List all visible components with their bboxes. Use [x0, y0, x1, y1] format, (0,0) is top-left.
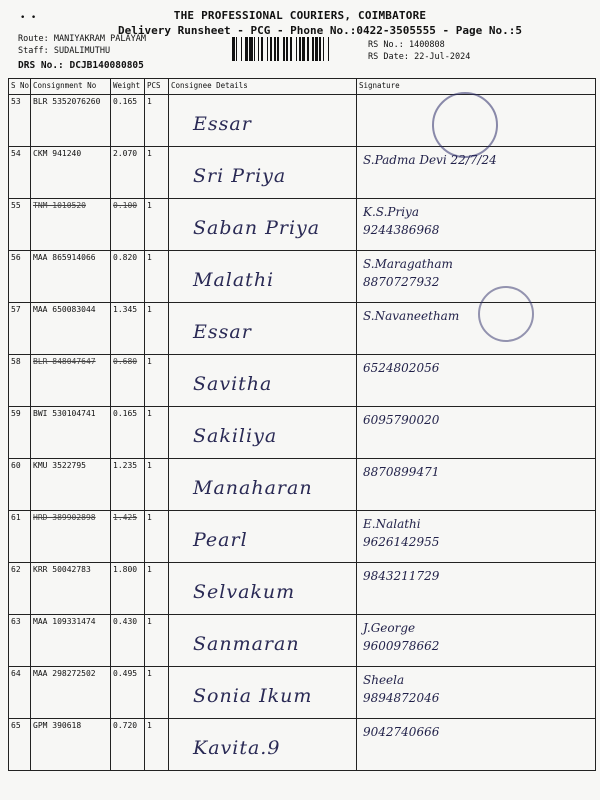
weight-cell: 1.235 [111, 459, 145, 511]
drs-line [18, 60, 144, 71]
rs-date-value: 22-Jul-2024 [414, 52, 471, 62]
company-title: THE PROFESSIONAL COURIERS, COIMBATORE [173, 9, 427, 22]
sno-cell: 61 [9, 511, 31, 563]
sno-cell: 58 [9, 355, 31, 407]
consignee-details-cell [169, 407, 357, 459]
pcs-cell: 1 [145, 147, 169, 199]
signature-phone: 9894872046 [363, 691, 440, 705]
weight-cell: 0.165 [111, 407, 145, 459]
table-header-row [9, 79, 596, 95]
pcs-cell: 1 [145, 563, 169, 615]
handwritten-name: Pearl [193, 529, 248, 551]
signature-cell [357, 719, 596, 771]
signature-cell [357, 303, 596, 355]
consignment-cell: BLR 5352076260 [31, 95, 111, 147]
consignment-cell: HRD 389902898 [31, 511, 111, 563]
signature-phone: 8870727932 [363, 275, 440, 289]
rs-date-label: RS Date: [368, 52, 409, 62]
runsheet-title: Delivery Runsheet - PCG - Phone No.:0422-3505555 - Page No.:5 [118, 24, 522, 37]
weight-cell: 0.165 [111, 95, 145, 147]
signature-phone: 9600978662 [363, 639, 440, 653]
signature-phone: 6524802056 [363, 361, 440, 375]
consignment-cell: BLR 848047647 [31, 355, 111, 407]
barcode-bar [329, 37, 332, 61]
signature-text: S.Padma Devi 22/7/24 [363, 153, 497, 167]
signature-phone: 9843211729 [363, 569, 440, 583]
sno-cell: 59 [9, 407, 31, 459]
signature-phone: 8870899471 [363, 465, 440, 479]
handwritten-name: Sakiliya [193, 425, 278, 447]
handwritten-name: Sri Priya [193, 165, 287, 187]
rs-date-line [368, 52, 470, 62]
weight-cell: 1.345 [111, 303, 145, 355]
rs-no-line [368, 40, 445, 50]
handwritten-name: Saban Priya [193, 217, 321, 239]
table-row [9, 459, 596, 511]
header-consignment: Consignment No [31, 79, 111, 95]
table-row [9, 95, 596, 147]
sno-cell: 63 [9, 615, 31, 667]
header-weight: Weight [111, 79, 145, 95]
handwritten-name: Savitha [193, 373, 273, 395]
consignment-cell: MAA 298272502 [31, 667, 111, 719]
sno-cell: 62 [9, 563, 31, 615]
signature-cell [357, 251, 596, 303]
weight-cell: 2.070 [111, 147, 145, 199]
weight-cell: 0.100 [111, 199, 145, 251]
pcs-cell: 1 [145, 95, 169, 147]
header-pcs: PCS [145, 79, 169, 95]
sno-cell: 57 [9, 303, 31, 355]
consignment-cell: CKM 941240 [31, 147, 111, 199]
consignment-cell: KMU 3522795 [31, 459, 111, 511]
consignment-cell: MAA 650083044 [31, 303, 111, 355]
route-line [18, 34, 146, 44]
handwritten-name: Manaharan [193, 477, 313, 499]
consignee-details-cell [169, 615, 357, 667]
barcode [232, 37, 358, 61]
signature-phone: 6095790020 [363, 413, 440, 427]
company-stamp [432, 92, 498, 158]
route-value: MANIYAKRAM PALAYAM [53, 34, 146, 44]
consignment-cell: GPM 390618 [31, 719, 111, 771]
signature-text: S.Maragatham [363, 257, 453, 271]
table-row [9, 355, 596, 407]
weight-cell: 0.680 [111, 355, 145, 407]
pcs-cell: 1 [145, 615, 169, 667]
weight-cell: 1.425 [111, 511, 145, 563]
handwritten-name: Selvakum [193, 581, 296, 603]
signature-cell [357, 667, 596, 719]
pcs-cell: 1 [145, 459, 169, 511]
handwritten-name: Sonia Ikum [193, 685, 313, 707]
handwritten-name: Essar [193, 321, 252, 343]
table-row [9, 511, 596, 563]
corner-mark: • • [20, 13, 37, 23]
consignee-details-cell [169, 251, 357, 303]
consignee-details-cell [169, 355, 357, 407]
weight-cell: 0.430 [111, 615, 145, 667]
staff-value: SUDALIMUTHU [53, 46, 111, 56]
route-label: Route: [18, 34, 49, 44]
header-signature: Signature [357, 79, 596, 95]
signature-cell [357, 199, 596, 251]
consignee-details-cell [169, 511, 357, 563]
company-stamp [478, 286, 534, 342]
signature-phone: 9042740666 [363, 725, 440, 739]
consignment-cell: MAA 109331474 [31, 615, 111, 667]
consignee-details-cell [169, 719, 357, 771]
weight-cell: 0.495 [111, 667, 145, 719]
consignment-cell: TNM 1010520 [31, 199, 111, 251]
pcs-cell: 1 [145, 407, 169, 459]
consignee-details-cell [169, 459, 357, 511]
pcs-cell: 1 [145, 251, 169, 303]
header-sno: S No [9, 79, 31, 95]
table-row [9, 563, 596, 615]
sno-cell: 60 [9, 459, 31, 511]
consignee-details-cell [169, 147, 357, 199]
table-row [9, 667, 596, 719]
table-row [9, 719, 596, 771]
handwritten-name: Essar [193, 113, 252, 135]
pcs-cell: 1 [145, 667, 169, 719]
sno-cell: 53 [9, 95, 31, 147]
staff-line [18, 46, 110, 56]
sno-cell: 55 [9, 199, 31, 251]
weight-cell: 0.720 [111, 719, 145, 771]
consignment-cell: MAA 865914066 [31, 251, 111, 303]
consignee-details-cell [169, 563, 357, 615]
signature-text: S.Navaneetham [363, 309, 460, 323]
pcs-cell: 1 [145, 719, 169, 771]
table-row [9, 407, 596, 459]
handwritten-name: Malathi [193, 269, 275, 291]
pcs-cell: 1 [145, 199, 169, 251]
consignee-details-cell [169, 667, 357, 719]
signature-text: J.George [363, 621, 416, 635]
staff-label: Staff: [18, 46, 49, 56]
drs-label: DRS No.: [18, 60, 64, 71]
sno-cell: 56 [9, 251, 31, 303]
table-row [9, 199, 596, 251]
signature-text: E.Nalathi [363, 517, 421, 531]
rs-no-label: RS No.: [368, 40, 404, 50]
signature-cell [357, 459, 596, 511]
table-row [9, 147, 596, 199]
signature-phone: 9626142955 [363, 535, 440, 549]
pcs-cell: 1 [145, 355, 169, 407]
handwritten-name: Sanmaran [193, 633, 300, 655]
weight-cell: 0.820 [111, 251, 145, 303]
consignee-details-cell [169, 95, 357, 147]
pcs-cell: 1 [145, 303, 169, 355]
table-row [9, 615, 596, 667]
signature-cell [357, 563, 596, 615]
signature-text: Sheela [363, 673, 405, 687]
sno-cell: 54 [9, 147, 31, 199]
signature-cell [357, 407, 596, 459]
runsheet-table [8, 78, 596, 771]
signature-cell [357, 355, 596, 407]
sno-cell: 64 [9, 667, 31, 719]
pcs-cell: 1 [145, 511, 169, 563]
signature-text: K.S.Priya [363, 205, 419, 219]
consignment-cell: BWI 530104741 [31, 407, 111, 459]
drs-value: DCJB140080805 [69, 60, 144, 71]
rs-no-value: 1400808 [408, 40, 445, 50]
consignee-details-cell [169, 303, 357, 355]
sno-cell: 65 [9, 719, 31, 771]
header-consignee: Consignee Details [169, 79, 357, 95]
weight-cell: 1.800 [111, 563, 145, 615]
signature-cell [357, 511, 596, 563]
signature-phone: 9244386968 [363, 223, 440, 237]
consignment-cell: KRR 50042783 [31, 563, 111, 615]
signature-cell [357, 615, 596, 667]
handwritten-name: Kavita.9 [193, 737, 281, 759]
consignee-details-cell [169, 199, 357, 251]
